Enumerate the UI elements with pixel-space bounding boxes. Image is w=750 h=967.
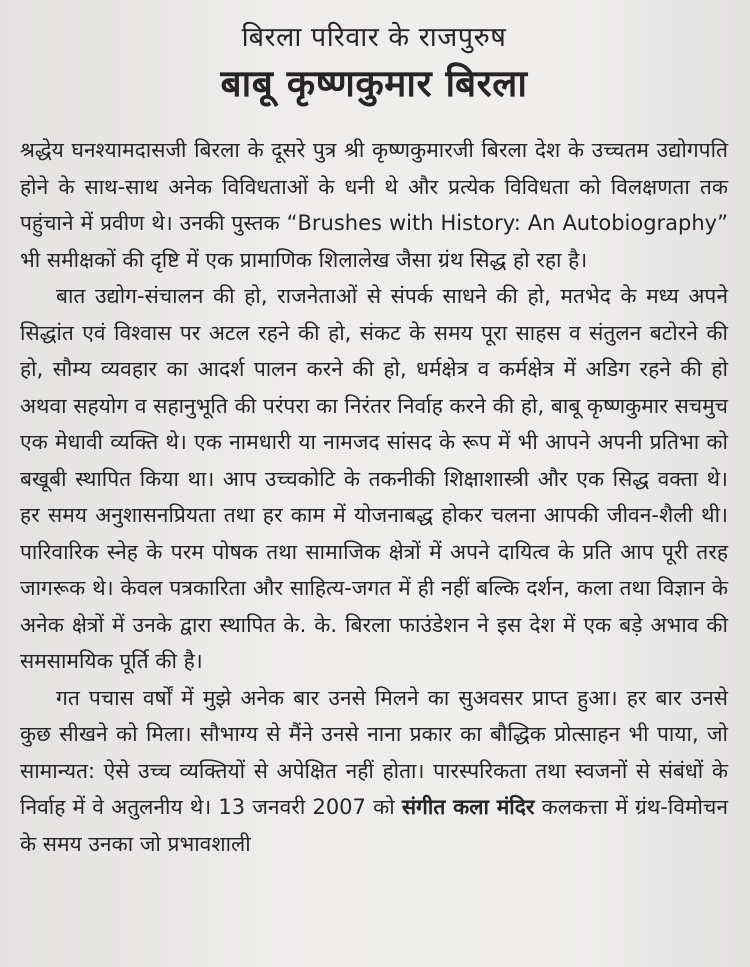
venue-name-bold: संगीत कला मंदिर	[401, 795, 535, 819]
paragraph-2: बात उद्योग-संचालन की हो, राजनेताओं से संपर्क साधने की हो, मतभेद के मध्य अपने सिद्धांत एवं विश्वास पर अटल रहने की हो, संकट के समय पूरा साहस व संतुलन बटोरने की हो, सौम्य व्यवहार का आदर्श पालन करने की हो, धर्मक्षेत्र व कर्मक्षेत्र में अडिग रहने की हो अथवा सहयोग व सहानुभूति की परंपरा का निरंतर निर्वाह करने की हो, बाबू कृष्णकुमार सचमुच एक मेधावी व्यक्ति थे। एक नामधारी या नामजद सांसद के रूप में भी आपने अपनी प्रतिभा को बखूबी स्थापित किया था। आप उच्चकोटि के तकनीकी शिक्षाशास्त्री और एक सिद्ध वक्ता थे। हर समय अनुशासनप्रियता तथा हर काम में योजनाबद्ध होकर चलना आपकी जीवन-शैली थी। पारिवारिक स्नेह के परम पोषक तथा सामाजिक क्षेत्रों में अपने दायित्व के प्रति आप पूरी तरह जागरूक थे। केवल पत्रकारिता और साहित्य-जगत में ही नहीं बल्कि दर्शन, कला तथा विज्ञान के अनेक क्षेत्रों में उनके द्वारा स्थापित के. के. बिरला फाउंडेशन ने इस देश में एक बड़े अभाव की समसामयिक पूर्ति की है।	[20, 284, 728, 673]
paragraph-3	[20, 680, 728, 863]
paragraph-3-text-start: गत पचास वर्षों में मुझे अनेक बार उनसे मिलने का सुअवसर प्राप्त हुआ। हर बार उनसे कुछ सीखने को मिला। सौभाग्य से मैंने उनसे नाना प्रकार का बौद्धिक प्रोत्साहन भी पाया, जो सामान्यत: ऐसे उच्च व्यक्तियों से अपेक्षित नहीं होता। पारस्परिकता तथा स्वजनों से संबंधों के निर्वाह में वे अतुलनीय थे। 13 जनवरी 2007 को	[20, 685, 728, 819]
paragraph-1: श्रद्धेय घनश्यामदासजी बिरला के दूसरे पुत्र श्री कृष्णकुमारजी बिरला देश के उच्चतम उद्योगपति होने के साथ-साथ अनेक विविधताओं के धनी थे और प्रत्येक विविधता को विलक्षणता तक पहुंचाने में प्रवीण थे। उनकी पुस्तक “Brushes with History: An Autobiography” भी समीक्षकों की दृष्टि में एक प्रामाणिक शिलालेख जैसा ग्रंथ सिद्ध हो रहा है।	[20, 138, 728, 272]
paragraph-3-text-end: कलकत्ता में ग्रंथ-विमोचन के समय उनका जो प्रभावशाली	[20, 795, 728, 856]
page-title: बाबू कृष्णकुमार बिरला	[220, 62, 528, 105]
page-subtitle: बिरला परिवार के राजपुरुष	[241, 22, 507, 53]
